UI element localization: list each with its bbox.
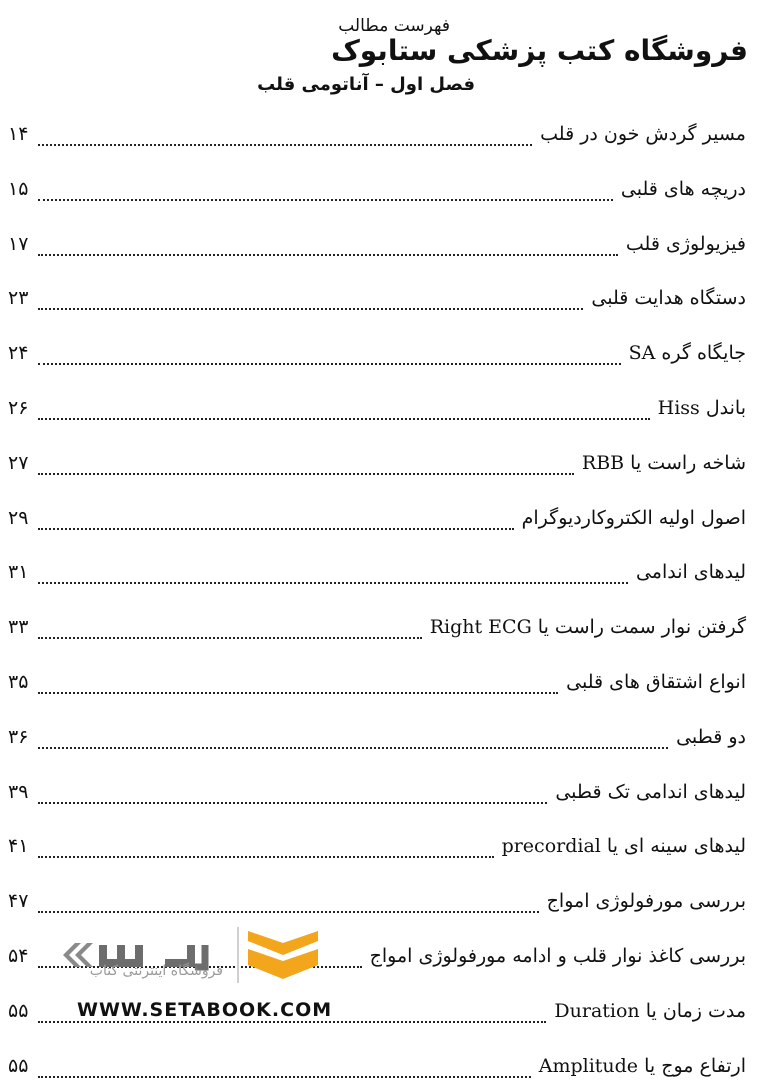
toc-page-number: ۵۵ xyxy=(8,1054,29,1077)
toc-entry-title: دستگاه هدایت قلبی xyxy=(591,287,746,310)
toc-page-number: ۳۵ xyxy=(8,670,29,693)
toc-entry-title: لیدهای سینه ای یا precordial xyxy=(501,835,746,858)
toc-page-number: ۵۵ xyxy=(8,999,29,1022)
toc-entry xyxy=(0,654,768,709)
toc-entry-title: لیدهای اندامی xyxy=(635,561,746,584)
toc-dot-leader xyxy=(38,528,514,530)
toc-entry-title: جایگاه گره SA xyxy=(628,342,746,365)
toc-dot-leader xyxy=(38,418,650,420)
chapter-heading: فصل اول – آناتومی قلب xyxy=(257,74,475,95)
toc-title: فهرست مطالب xyxy=(338,16,450,36)
page-header xyxy=(0,0,768,110)
toc-page-number: ۴۱ xyxy=(8,835,29,858)
toc-entry xyxy=(0,709,768,764)
toc-entry xyxy=(0,106,768,161)
toc-page-number: ۴۷ xyxy=(8,890,29,913)
toc-page-number: ۲۹ xyxy=(8,506,29,529)
toc-dot-leader xyxy=(38,199,613,201)
toc-page-number: ۳۳ xyxy=(8,616,29,639)
toc-page-number: ۲۴ xyxy=(8,342,29,365)
toc-entry-title: دریچه های قلبی xyxy=(620,177,746,200)
toc-page-number: ۱۵ xyxy=(8,177,29,200)
toc-page-number: ۱۷ xyxy=(8,232,29,255)
toc-dot-leader xyxy=(38,1076,531,1078)
toc-entry-title: مدت زمان یا Duration xyxy=(554,999,746,1022)
toc-entry-title: انواع اشتقاق های قلبی xyxy=(566,670,746,693)
toc-entry-title: مسیر گردش خون در قلب xyxy=(540,123,746,145)
toc-entry xyxy=(0,764,768,819)
watermark-url: WWW.SETABOOK.COM xyxy=(77,999,333,1021)
toc-page-number: ۳۶ xyxy=(8,725,29,748)
toc-entry xyxy=(0,599,768,654)
toc-entry-title: دو قطبی xyxy=(676,725,746,748)
toc-entry-title: بررسی کاغذ نوار قلب و ادامه مورفولوژی امواج xyxy=(369,944,746,967)
toc-entry xyxy=(0,380,768,435)
toc-page-number: ۲۶ xyxy=(8,396,29,419)
toc-page-number: ۳۱ xyxy=(8,561,29,584)
toc-entry-title: اصول اولیه الکتروکاردیوگرام xyxy=(521,506,746,529)
toc-entry-title: لیدهای اندامی تک قطبی xyxy=(555,780,746,803)
toc-page-number: ۳۹ xyxy=(8,780,29,803)
toc-entry-title: فیزیولوژی قلب xyxy=(625,232,746,255)
toc-page-number: ۵۴ xyxy=(8,944,29,967)
toc-entry-title: شاخه راست یا RBB xyxy=(581,451,746,474)
toc-dot-leader xyxy=(38,363,621,365)
toc-entry xyxy=(0,544,768,599)
toc-dot-leader xyxy=(38,473,574,475)
toc-page-number: ۲۷ xyxy=(8,451,29,474)
toc-entry-title: گرفتن نوار سمت راست یا Right ECG xyxy=(429,616,746,639)
toc-dot-leader xyxy=(38,856,494,858)
toc-dot-leader xyxy=(38,802,547,804)
toc-entry xyxy=(0,818,768,873)
toc-entry xyxy=(0,270,768,325)
toc-page-number: ۱۴ xyxy=(8,123,29,145)
toc-dot-leader xyxy=(38,911,539,913)
setabook-watermark xyxy=(55,915,335,1025)
toc-entry xyxy=(0,161,768,216)
toc-entry xyxy=(0,216,768,271)
toc-dot-leader xyxy=(38,637,422,639)
toc-dot-leader xyxy=(38,254,618,256)
toc-dot-leader xyxy=(38,692,558,694)
toc-entry-title: باندل Hiss xyxy=(657,396,746,419)
toc-dot-leader xyxy=(38,582,628,584)
toc-entry xyxy=(0,490,768,545)
toc-entry xyxy=(0,325,768,380)
toc-dot-leader xyxy=(38,308,583,310)
toc-page-number: ۲۳ xyxy=(8,287,29,310)
toc-dot-leader xyxy=(38,747,668,749)
watermark-tagline: فروشگاه اینترنتی کتاب xyxy=(89,963,223,979)
toc-dot-leader xyxy=(38,144,532,146)
toc-entry-title: بررسی مورفولوژی امواج xyxy=(546,890,746,913)
toc-entry-title: ارتفاع موج یا Amplitude xyxy=(538,1054,746,1077)
toc-entry xyxy=(0,1038,768,1092)
store-name: فروشگاه کتب پزشکی ستابوک xyxy=(331,34,748,67)
toc-entry xyxy=(0,435,768,490)
